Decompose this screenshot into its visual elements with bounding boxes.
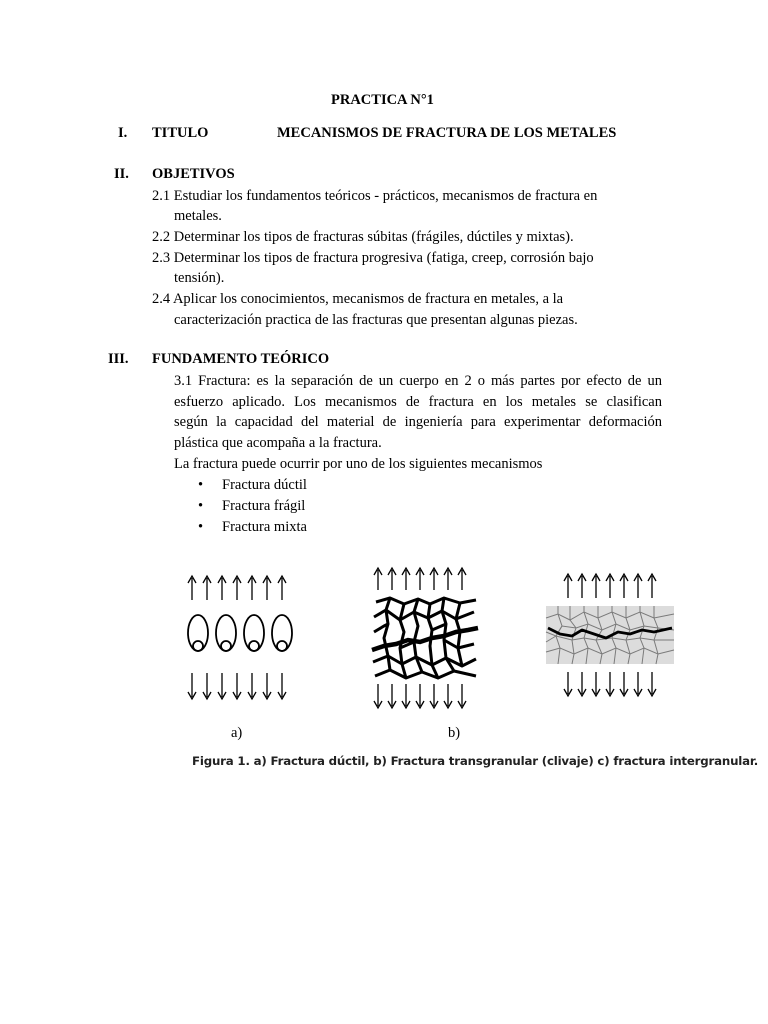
tension-arrows-down <box>374 684 466 708</box>
objective-item-2: 2.2 Determinar los tipos de fracturas súbitas (frágiles, dúctiles y mixtas). <box>152 229 574 245</box>
tension-arrows-up <box>374 568 466 590</box>
mechanisms-intro: La fractura puede ocurrir por uno de los siguientes mecanismos <box>174 456 543 472</box>
theory-line-2: esfuerzo aplicado. Los mecanismos de fractura en los metales se clasifican <box>174 394 662 410</box>
theory-line-4: plástica que acompaña a la fractura. <box>174 435 382 451</box>
section-3-numeral: III. <box>108 351 129 367</box>
objective-item-3-cont: tensión). <box>174 270 225 286</box>
list-item: Fractura mixta <box>222 519 307 535</box>
figure-label-a: a) <box>231 725 243 741</box>
list-item: Fractura dúctil <box>222 477 307 493</box>
figure-caption: Figura 1. a) Fractura dúctil, b) Fractura transgranular (clivaje) c) fractura intergranular. <box>192 754 759 768</box>
bullet-icon: • <box>198 498 204 514</box>
objective-item-1: 2.1 Estudiar los fundamentos teóricos - prácticos, mecanismos de fractura en <box>152 188 598 204</box>
figure-ductile-fracture <box>186 570 296 705</box>
tension-arrows-up <box>564 574 656 598</box>
objective-item-4: 2.4 Aplicar los conocimientos, mecanismos de fractura en metales, a la <box>152 291 564 307</box>
void-ellipses <box>188 615 292 651</box>
bullet-icon: • <box>198 477 204 493</box>
objective-item-1-cont: metales. <box>174 208 222 224</box>
figure-transgranular-fracture <box>370 562 482 712</box>
bullet-icon: • <box>198 519 204 535</box>
grain-structure <box>372 598 478 678</box>
section-1-numeral: I. <box>118 125 128 141</box>
section-2-numeral: II. <box>114 166 129 182</box>
list-item: Fractura frágil <box>222 498 306 514</box>
theory-heading: FUNDAMENTO TEÓRICO <box>152 351 330 367</box>
objectives-heading: OBJETIVOS <box>152 166 235 182</box>
section-1-label: TITULO <box>152 125 209 141</box>
tension-arrows-down <box>564 672 656 696</box>
page-title: PRACTICA N°1 <box>331 92 434 108</box>
objective-item-4-cont: caracterización practica de las fracturas que presentan algunas piezas. <box>174 312 578 328</box>
theory-line-3: según la capacidad del material de ingeniería para experimentar deformación <box>174 414 662 430</box>
tension-arrows-down <box>188 673 286 699</box>
practice-title: MECANISMOS DE FRACTURA DE LOS METALES <box>277 125 617 141</box>
figure-intergranular-fracture <box>544 568 676 703</box>
theory-line-1: 3.1 Fractura: es la separación de un cuerpo en 2 o más partes por efecto de un <box>174 373 662 389</box>
figure-label-b: b) <box>448 725 461 741</box>
grain-structure <box>546 606 674 664</box>
tension-arrows-up <box>188 576 286 600</box>
objective-item-3: 2.3 Determinar los tipos de fractura progresiva (fatiga, creep, corrosión bajo <box>152 250 594 266</box>
